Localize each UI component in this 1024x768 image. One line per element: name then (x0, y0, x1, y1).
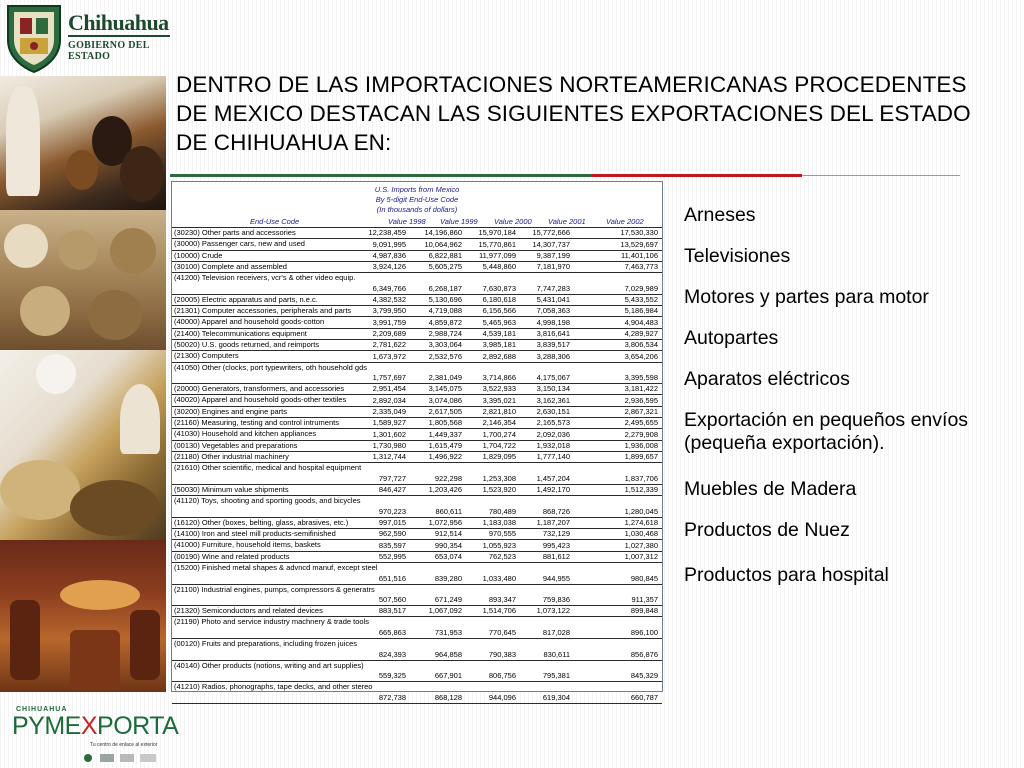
table-row (172, 638, 662, 660)
row-value: 3,799,950 (372, 306, 406, 316)
row-value: 1,449,337 (428, 429, 462, 439)
row-value: 1,777,140 (536, 452, 570, 462)
table-row (172, 551, 662, 562)
row-value: 4,904,483 (624, 317, 658, 327)
row-value: 3,654,206 (624, 351, 658, 361)
table-row (172, 616, 662, 638)
row-label: (21160) Measuring, testing and control intruments (174, 418, 339, 428)
row-value: 3,924,126 (372, 262, 406, 272)
row-label: (30200) Engines and engine parts (174, 406, 287, 416)
baskets-photo (0, 210, 166, 350)
table-row (172, 517, 662, 528)
row-value: 653,074 (434, 551, 462, 561)
row-value: 896,100 (630, 627, 658, 637)
row-value: 5,465,963 (482, 317, 516, 327)
row-label: (50030) Minimum value shipments (174, 484, 289, 494)
title-rule (170, 174, 960, 177)
row-value: 2,495,655 (624, 418, 658, 428)
row-value: 817,028 (542, 627, 570, 637)
row-label: (41000) Furniture, household items, baskets (174, 540, 321, 550)
brand-part-b: X (80, 712, 98, 740)
pymexporta-brand (12, 712, 178, 741)
row-value: 4,175,067 (536, 373, 570, 383)
row-value: 1,067,092 (428, 606, 462, 616)
table-row (172, 660, 662, 682)
row-value: 970,223 (378, 506, 406, 516)
table-row (172, 462, 662, 484)
row-label: (41030) Household and kitchen appliances (174, 429, 317, 439)
row-label: (30000) Passenger cars, new and used (174, 239, 305, 249)
row-value: 5,186,984 (624, 306, 658, 316)
row-value: 14,196,860 (424, 228, 462, 238)
row-value: 3,839,517 (536, 340, 570, 350)
row-value: 3,395,598 (624, 373, 658, 383)
row-value: 797,727 (378, 473, 406, 483)
row-value: 1,274,618 (624, 518, 658, 528)
rule-red-segment (592, 174, 802, 177)
row-value: 1,615,479 (428, 440, 462, 450)
row-value: 5,433,552 (624, 295, 658, 305)
row-value: 4,719,088 (428, 306, 462, 316)
photo-collage (0, 76, 166, 692)
row-label: (21190) Photo and service industry machnery & trade tools (174, 617, 369, 627)
row-value: 7,029,989 (624, 283, 658, 293)
product-item: Exportación en pequeños envíos (pequeña exportación). (684, 409, 969, 454)
row-value: 660,787 (630, 692, 658, 702)
row-value: 2,532,576 (428, 351, 462, 361)
row-label: (41210) Radios, phonographs, tape decks, and other stereo (174, 682, 373, 692)
row-value: 1,027,380 (624, 540, 658, 550)
row-label: (40140) Other products (notions, writing and art supplies) (174, 660, 364, 670)
table-row (172, 227, 662, 238)
row-label: (21400) Telecommunications equipment (174, 328, 307, 338)
row-value: 845,329 (630, 671, 658, 681)
product-item: Productos de Nuez (684, 519, 850, 541)
row-value: 868,128 (434, 692, 462, 702)
row-label: (00120) Fruits and preparations, including frozen juices (174, 638, 358, 648)
product-item: Motores y partes para motor (684, 286, 929, 308)
row-value: 1,492,170 (536, 485, 570, 495)
row-value: 912,514 (434, 529, 462, 539)
row-value: 7,747,283 (536, 283, 570, 293)
table-row (172, 272, 662, 294)
row-label: (30100) Complete and assembled (174, 261, 287, 271)
product-item: Arneses (684, 204, 756, 226)
table-row (172, 428, 662, 439)
row-value: 1,072,956 (428, 518, 462, 528)
row-value: 4,987,836 (372, 250, 406, 260)
row-value: 1,183,038 (482, 518, 516, 528)
row-value: 1,457,204 (536, 473, 570, 483)
table-row (172, 584, 662, 606)
row-value: 4,289,927 (624, 328, 658, 338)
row-value: 824,393 (378, 649, 406, 659)
table-row (172, 339, 662, 350)
row-value: 4,382,532 (372, 295, 406, 305)
brand-part-c: PORTA (97, 712, 179, 740)
row-value: 1,007,312 (624, 551, 658, 561)
row-value: 1,301,602 (372, 429, 406, 439)
row-value: 1,253,308 (482, 473, 516, 483)
table-row (172, 350, 662, 361)
pottery-photo (0, 76, 166, 210)
column-header: Value 1999 (440, 217, 478, 226)
row-value: 2,092,036 (536, 429, 570, 439)
row-value: 667,901 (434, 671, 462, 681)
row-value: 552,995 (378, 551, 406, 561)
row-value: 790,383 (488, 649, 516, 659)
row-value: 839,280 (434, 573, 462, 583)
row-label: (16120) Other (boxes, belting, glass, abrasives, etc.) (174, 517, 349, 527)
row-value: 6,180,618 (482, 295, 516, 305)
page-heading: DENTRO DE LAS IMPORTACIONES NORTEAMERICANAS PROCEDENTES DE MEXICO DESTACAN LAS SIGUIENTES EXPORTACIONES DEL ESTADO DE CHIHUAHUA EN: (176, 72, 971, 155)
row-value: 5,448,860 (482, 262, 516, 272)
row-value: 11,977,099 (479, 250, 516, 260)
brand-part-a: PYME (12, 712, 81, 740)
row-value: 11,401,106 (621, 250, 658, 260)
pymexporta-small-label: CHIHUAHUA (16, 706, 68, 713)
row-value: 4,998,198 (536, 317, 570, 327)
row-value: 770,645 (488, 627, 516, 637)
row-value: 9,091,995 (372, 239, 406, 249)
row-value: 2,892,034 (372, 395, 406, 405)
column-header: Value 2001 (548, 217, 586, 226)
logo-name: Chihuahua (68, 10, 169, 35)
row-label: (00130) Vegetables and preparations (174, 440, 298, 450)
furniture-photo (0, 540, 166, 692)
row-value: 1,805,568 (428, 418, 462, 428)
table-body (172, 227, 662, 704)
row-value: 1,730,980 (372, 440, 406, 450)
row-value: 1,829,095 (482, 452, 516, 462)
table-row (172, 316, 662, 327)
row-value: 6,268,187 (428, 283, 462, 293)
row-label: (20000) Generators, transformers, and accessories (174, 384, 345, 394)
row-value: 13,529,697 (620, 239, 658, 249)
row-value: 3,522,933 (482, 384, 516, 394)
row-value: 1,280,045 (624, 506, 658, 516)
rule-green-segment (170, 174, 592, 177)
table-row (172, 261, 662, 272)
rule-grey-segment (802, 175, 960, 176)
table-row (172, 451, 662, 462)
column-header: Value 2000 (494, 217, 532, 226)
row-value: 899,848 (630, 606, 658, 616)
row-label: (50020) U.S. goods returned, and reimports (174, 339, 320, 349)
row-value: 762,523 (488, 551, 516, 561)
table-row (172, 440, 662, 451)
row-label: (15200) Finished metal shapes & advncd manuf, except steel (174, 562, 378, 572)
row-value: 883,517 (378, 606, 406, 616)
row-label: (41200) Television receivers, vcr's & other video equip. (174, 273, 356, 283)
row-value: 830,611 (543, 649, 570, 659)
table-row (172, 238, 662, 249)
row-value: 2,951,454 (372, 384, 406, 394)
row-label: (21180) Other industrial machinery (174, 451, 289, 461)
row-value: 1,073,122 (536, 606, 570, 616)
row-value: 856,876 (630, 649, 658, 659)
row-value: 7,463,773 (624, 262, 658, 272)
row-value: 2,165,573 (536, 418, 570, 428)
row-value: 4,859,872 (428, 317, 462, 327)
row-value: 780,489 (488, 506, 516, 516)
row-value: 2,892,688 (482, 351, 516, 361)
row-value: 2,209,689 (372, 328, 406, 338)
row-value: 1,589,927 (372, 418, 406, 428)
row-value: 990,354 (434, 540, 462, 550)
table-row (172, 250, 662, 261)
table-title-line: U.S. Imports from Mexico (374, 185, 460, 194)
chihuahua-logo (4, 2, 174, 74)
row-value: 2,781,622 (372, 340, 406, 350)
row-value: 665,863 (378, 627, 406, 637)
row-value: 7,058,363 (536, 306, 570, 316)
product-item: Televisiones (684, 245, 791, 267)
row-value: 1,030,468 (624, 529, 658, 539)
row-value: 944,955 (542, 573, 570, 583)
row-value: 732,129 (542, 529, 570, 539)
row-value: 1,932,018 (536, 440, 570, 450)
table-row (172, 605, 662, 616)
row-value: 5,431,041 (536, 295, 570, 305)
row-value: 3,145,075 (428, 384, 462, 394)
table-row (172, 528, 662, 539)
table-title-line: By 5-digit End-Use Code (375, 195, 459, 204)
row-value: 1,312,744 (372, 452, 406, 462)
product-item: Productos para hospital (684, 564, 889, 586)
row-value: 651,516 (378, 573, 406, 583)
table-title-line: (In thousands of dollars) (376, 205, 458, 214)
row-value: 6,156,566 (482, 306, 516, 316)
column-header: Value 2002 (606, 217, 644, 226)
row-value: 835,597 (378, 540, 406, 550)
row-value: 3,074,086 (428, 395, 462, 405)
row-value: 964,858 (434, 649, 462, 659)
row-label: (41050) Other (clocks, port typewriters, oth household gds (174, 362, 368, 372)
row-value: 3,985,181 (482, 340, 516, 350)
row-value: 3,395,021 (482, 395, 516, 405)
row-value: 1,187,207 (536, 518, 570, 528)
row-value: 795,381 (542, 671, 570, 681)
row-value: 2,988,724 (428, 328, 462, 338)
row-value: 671,249 (434, 595, 462, 605)
table-row (172, 417, 662, 428)
row-value: 3,150,134 (536, 384, 570, 394)
row-label: (21301) Computer accessories, peripherals and parts (174, 306, 352, 316)
row-value: 1,837,706 (624, 473, 658, 483)
row-label: (21320) Semiconductors and related devices (174, 606, 323, 616)
row-value: 1,496,922 (428, 452, 462, 462)
row-value: 1,514,706 (482, 606, 516, 616)
row-value: 962,590 (378, 529, 406, 539)
row-value: 2,381,049 (428, 373, 462, 383)
row-value: 806,756 (488, 671, 516, 681)
pymexporta-logo (6, 700, 179, 766)
row-value: 3,288,306 (536, 351, 570, 361)
row-value: 2,630,151 (536, 407, 570, 417)
row-label: (41120) Toys, shooting and sporting goods, and bicycles (174, 496, 361, 506)
row-value: 12,238,459 (368, 228, 406, 238)
row-value: 759,836 (542, 595, 570, 605)
row-value: 997,015 (378, 518, 406, 528)
sponsor-logos-icon (82, 752, 162, 764)
row-value: 15,772,666 (532, 228, 570, 238)
row-value: 980,845 (630, 573, 658, 583)
row-value: 995,423 (542, 540, 570, 550)
row-value: 7,181,970 (536, 262, 570, 272)
row-value: 3,991,759 (372, 317, 406, 327)
column-header: End-Use Code (250, 217, 300, 226)
state-shield-icon (4, 2, 64, 74)
row-label: (20005) Electric apparatus and parts, n.e.c. (174, 294, 318, 304)
row-value: 911,357 (631, 595, 658, 605)
row-value: 17,530,330 (620, 228, 658, 238)
row-label: (40000) Apparel and household goods-cotton (174, 317, 325, 327)
row-value: 868,726 (542, 506, 570, 516)
table-header (172, 182, 662, 227)
row-label: (21100) Industrial engines, pumps, compressors & generatrs (174, 584, 375, 594)
logo-subtitle: GOBIERNO DEL ESTADO (68, 40, 150, 62)
row-label: (21610) Other scientific, medical and hospital equipment (174, 463, 362, 473)
table-row (172, 394, 662, 405)
table-row (172, 362, 662, 384)
row-value: 2,146,354 (482, 418, 516, 428)
logo-rule (68, 35, 170, 37)
table-row (172, 539, 662, 550)
row-value: 15,770,861 (478, 239, 516, 249)
row-value: 922,298 (434, 473, 462, 483)
row-value: 2,867,321 (624, 407, 658, 417)
row-value: 7,630,873 (482, 283, 516, 293)
row-value: 559,325 (378, 671, 406, 681)
row-value: 1,203,426 (428, 485, 462, 495)
table-row (172, 484, 662, 495)
pymexporta-tagline: Tu centro de enlace al exterior (90, 742, 158, 748)
row-value: 2,936,595 (624, 395, 658, 405)
table-row (172, 681, 662, 704)
row-label: (14100) Iron and steel mill products-semifinished (174, 529, 336, 539)
row-value: 1,936,008 (624, 440, 658, 450)
row-value: 1,673,972 (372, 351, 406, 361)
row-value: 619,304 (542, 692, 570, 702)
row-value: 3,303,064 (428, 340, 462, 350)
row-value: 3,816,641 (536, 328, 570, 338)
table-row (172, 495, 662, 517)
row-value: 6,822,881 (428, 250, 462, 260)
row-value: 1,055,923 (482, 540, 516, 550)
row-value: 970,555 (488, 529, 516, 539)
row-value: 14,307,737 (532, 239, 570, 249)
row-label: (00190) Wine and related products (174, 551, 290, 561)
row-label: (40020) Apparel and household goods-other textiles (174, 395, 347, 405)
row-value: 15,970,184 (478, 228, 516, 238)
row-value: 5,130,696 (428, 295, 462, 305)
product-item: Aparatos eléctricos (684, 368, 850, 390)
nut-processing-photo (0, 350, 166, 540)
row-value: 1,700,274 (482, 429, 516, 439)
imports-table (171, 181, 663, 702)
row-value: 3,806,534 (624, 340, 658, 350)
row-label: (10000) Crude (174, 250, 223, 260)
row-value: 872,738 (378, 692, 406, 702)
row-value: 3,714,866 (482, 373, 516, 383)
row-value: 893,347 (488, 595, 516, 605)
row-value: 3,162,361 (536, 395, 570, 405)
row-value: 944,096 (488, 692, 516, 702)
table-row (172, 383, 662, 394)
product-item: Autopartes (684, 327, 779, 349)
row-value: 1,899,657 (624, 452, 658, 462)
row-value: 2,335,049 (372, 407, 406, 417)
row-value: 1,523,920 (482, 485, 516, 495)
row-value: 10,064,962 (424, 239, 462, 249)
table-row (172, 305, 662, 316)
table-row (172, 294, 662, 305)
row-value: 2,821,810 (482, 407, 516, 417)
row-value: 4,539,181 (482, 328, 516, 338)
row-value: 1,512,339 (624, 485, 658, 495)
row-value: 5,605,275 (428, 262, 462, 272)
row-value: 2,279,908 (624, 429, 658, 439)
row-value: 6,349,766 (372, 283, 406, 293)
row-value: 731,953 (434, 627, 462, 637)
table-row (172, 562, 662, 584)
row-value: 860,611 (435, 506, 462, 516)
row-value: 9,387,199 (536, 250, 570, 260)
row-value: 507,560 (378, 595, 406, 605)
row-value: 1,757,697 (372, 373, 406, 383)
row-value: 1,033,480 (482, 573, 516, 583)
table-row (172, 406, 662, 417)
row-value: 3,181,422 (624, 384, 658, 394)
row-value: 1,704,722 (482, 440, 516, 450)
table-row (172, 328, 662, 339)
product-item: Muebles de Madera (684, 478, 857, 500)
column-header: Value 1998 (388, 217, 426, 226)
row-value: 881,612 (542, 551, 570, 561)
row-label: (21300) Computers (174, 351, 239, 361)
row-value: 2,617,505 (428, 407, 462, 417)
row-label: (30230) Other parts and accessories (174, 228, 296, 237)
row-value: 846,427 (378, 485, 406, 495)
